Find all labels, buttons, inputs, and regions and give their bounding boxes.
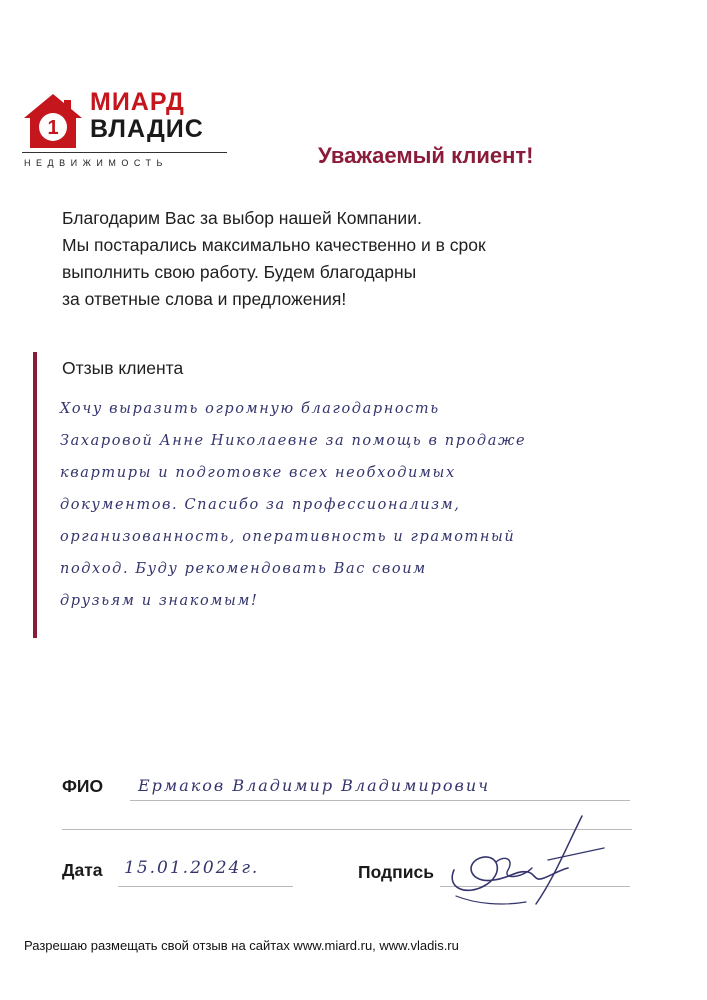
review-line: документов. Спасибо за профессионализм, <box>60 497 461 513</box>
handwritten-signature <box>436 808 606 918</box>
company-logo <box>22 88 232 178</box>
date-label: Дата <box>62 860 103 880</box>
intro-line: выполнить свою работу. Будем благодарны <box>62 262 417 282</box>
review-heading: Отзыв клиента <box>62 358 184 378</box>
intro-line: Мы постарались максимально качественно и в срок <box>62 235 486 255</box>
house-key-icon <box>22 92 84 150</box>
review-line: квартиры и подготовке всех необходимых <box>60 465 456 481</box>
review-line: Захаровой Анне Николаевне за помощь в продаже <box>60 433 527 449</box>
review-handwritten-text <box>60 393 700 617</box>
review-line: подход. Буду рекомендовать Вас своим <box>60 561 427 577</box>
logo-name-line1: МИАРД <box>90 88 185 116</box>
consent-note: Разрешаю размещать свой отзыв на сайтах www.miard.ru, www.vladis.ru <box>24 938 459 953</box>
greeting-title: Уважаемый клиент! <box>318 143 534 168</box>
review-line: друзьям и знакомым! <box>60 593 259 609</box>
intro-line: за ответные слова и предложения! <box>62 289 347 309</box>
fio-label: ФИО <box>62 776 104 796</box>
intro-paragraph <box>62 205 622 313</box>
signature-label: Подпись <box>358 862 434 882</box>
date-underline <box>118 886 293 887</box>
logo-badge-number: 1 <box>47 117 59 139</box>
logo-subtitle: НЕДВИЖИМОСТЬ <box>24 158 168 168</box>
fio-underline <box>130 800 630 801</box>
logo-name-line2: ВЛАДИС <box>90 115 204 143</box>
review-accent-bar <box>33 352 37 638</box>
intro-line: Благодарим Вас за выбор нашей Компании. <box>62 208 422 228</box>
review-line: организованность, оперативность и грамотный <box>60 529 516 545</box>
logo-divider <box>22 152 227 153</box>
review-line: Хочу выразить огромную благодарность <box>60 401 440 417</box>
date-value: 15.01.2024г. <box>124 858 260 878</box>
fio-value: Ермаков Владимир Владимирович <box>138 776 491 795</box>
